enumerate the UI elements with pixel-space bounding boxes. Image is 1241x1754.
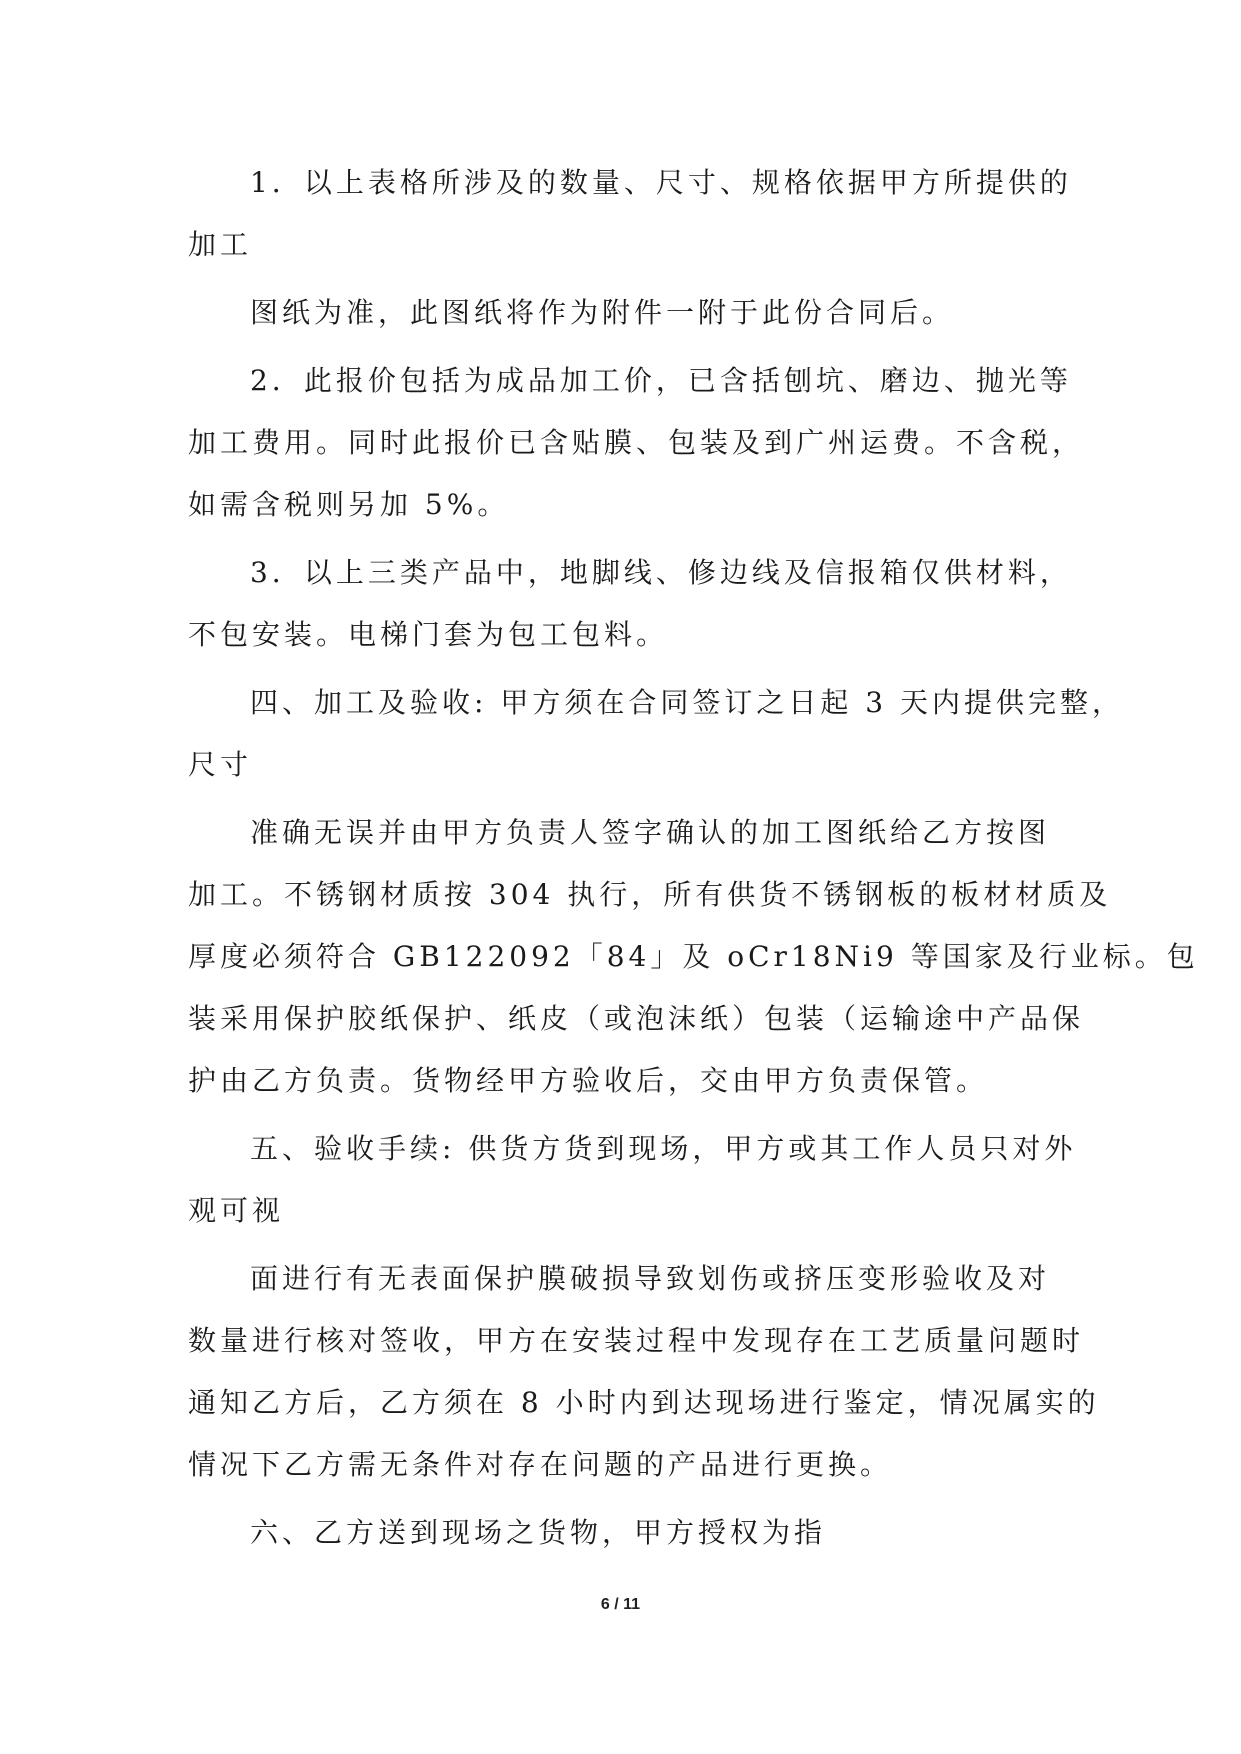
- text-line-section4-para: 厚度必须符合 GB122092「84」及 oCr18Ni9 等国家及行业标。包: [188, 940, 1199, 973]
- text-line-item1-cont: 图纸为准，此图纸将作为附件一附于此份合同后。: [250, 296, 955, 329]
- text-line-item2-end: 如需含税则另加 5%。: [188, 488, 510, 521]
- page-number: 6 / 11: [600, 1596, 641, 1613]
- text-line-section4-para: 加工。不锈钢材质按 304 执行，所有供货不锈钢板的板材材质及: [188, 878, 1112, 911]
- text-line-item3-end: 不包安装。电梯门套为包工包料。: [188, 618, 669, 651]
- text-line-section6-heading: 六、乙方送到现场之货物，甲方授权为指: [250, 1516, 827, 1549]
- text-line-section5-para-end: 情况下乙方需无条件对存在问题的产品进行更换。: [188, 1448, 893, 1481]
- text-line-section4-wrap: 尺寸: [188, 748, 253, 781]
- text-line-item1-start: 1．以上表格所涉及的数量、尺寸、规格依据甲方所提供的: [250, 166, 1072, 199]
- text-line-item2-cont: 加工费用。同时此报价已含贴膜、包装及到广州运费。不含税，: [188, 426, 1085, 459]
- text-line-item2-start: 2．此报价包括为成品加工价，已含括刨坑、磨边、抛光等: [250, 364, 1072, 397]
- text-line-section4-heading: 四、加工及验收: 甲方须在合同签订之日起 3 天内提供完整，: [250, 686, 1124, 719]
- text-line-item3-start: 3．以上三类产品中，地脚线、修边线及信报箱仅供材料，: [250, 556, 1072, 589]
- text-line-section5-wrap: 观可视: [188, 1194, 285, 1227]
- text-line-section4-para: 装采用保护胶纸保护、纸皮（或泡沫纸）包装（运输途中产品保: [188, 1002, 1085, 1035]
- text-line-section5-para: 数量进行核对签收，甲方在安装过程中发现存在工艺质量问题时: [188, 1324, 1085, 1357]
- document-body: [188, 152, 1199, 1564]
- text-line-section5-heading: 五、验收手续: 供货方货到现场，甲方或其工作人员只对外: [250, 1132, 1077, 1165]
- text-line-section5-para: 通知乙方后，乙方须在 8 小时内到达现场进行鉴定，情况属实的: [188, 1386, 1100, 1419]
- text-line-section5-para-start: 面进行有无表面保护膜破损导致划伤或挤压变形验收及对: [250, 1262, 1051, 1295]
- text-line-section4-para-start: 准确无误并由甲方负责人签字确认的加工图纸给乙方按图: [250, 816, 1051, 849]
- text-line-section4-para-end: 护由乙方负责。货物经甲方验收后，交由甲方负责保管。: [188, 1064, 989, 1097]
- text-line-item1-wrap: 加工: [188, 228, 253, 261]
